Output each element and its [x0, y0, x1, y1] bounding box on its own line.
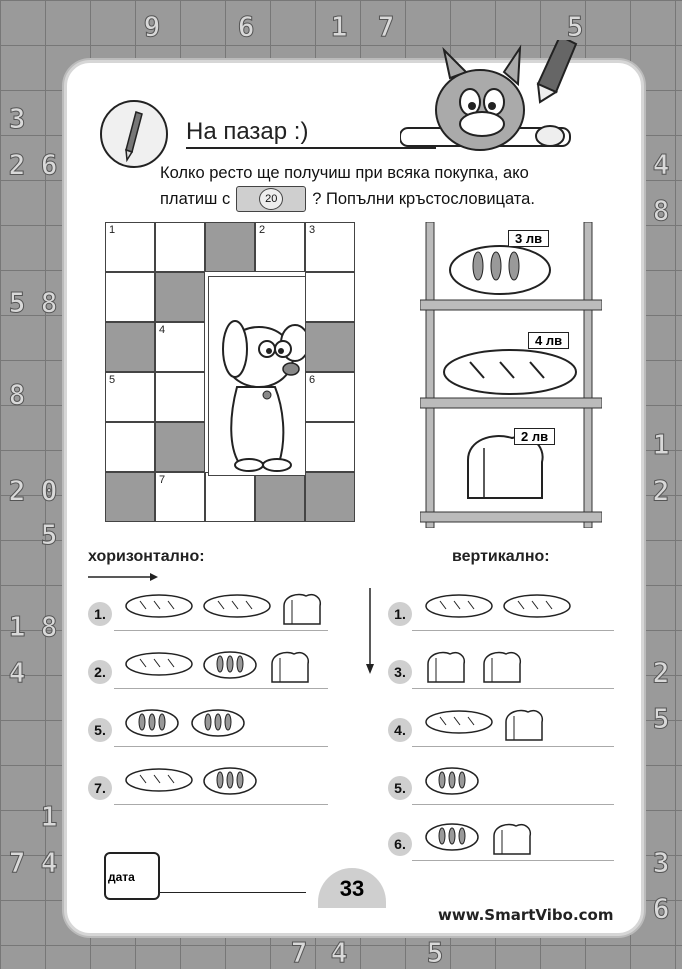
crossword-cell[interactable] — [255, 222, 305, 272]
bg-digit: 4 — [652, 148, 670, 181]
bg-digit: 2 — [652, 474, 670, 507]
bg-digit: 5 — [426, 936, 444, 969]
clue-number: 6 — [309, 374, 316, 386]
price-tag: 2 лв — [514, 428, 555, 445]
answer-line[interactable] — [412, 804, 614, 805]
crossword-blocked-cell — [155, 272, 205, 322]
bg-digit: 5 — [8, 286, 26, 319]
bread-shelf-illustration — [420, 222, 602, 533]
page-title: На пазар :) — [186, 118, 309, 145]
crossword-blocked-cell — [155, 422, 205, 472]
bg-digit: 8 — [8, 378, 26, 411]
crossword-cell[interactable] — [305, 422, 355, 472]
clue-number-badge: 3. — [388, 660, 412, 684]
round-loaf-icon — [202, 650, 258, 685]
bg-digit: 4 — [330, 936, 348, 969]
bg-digit: 6 — [652, 892, 670, 925]
brick-loaf-icon — [480, 650, 524, 691]
banknote-icon — [236, 186, 306, 212]
clue-number-badge: 4. — [388, 718, 412, 742]
bg-digit: 9 — [143, 10, 161, 43]
bg-digit: 1 — [8, 610, 26, 643]
answer-line[interactable] — [412, 630, 614, 631]
bg-digit: 4 — [40, 846, 58, 879]
bg-digit: 6 — [237, 10, 255, 43]
long-loaf-icon — [124, 650, 194, 683]
clue-number: 3 — [309, 224, 316, 236]
bg-digit: 5 — [566, 10, 584, 43]
bg-digit: 1 — [40, 800, 58, 833]
bg-digit: 2 — [8, 474, 26, 507]
instruction-line-2 — [160, 186, 600, 212]
bg-digit: 3 — [652, 846, 670, 879]
brick-loaf-icon — [268, 650, 312, 691]
crossword-cell[interactable] — [305, 272, 355, 322]
round-loaf-icon — [190, 708, 246, 743]
bg-digit: 1 — [652, 428, 670, 461]
vertical-label: вертикално: — [452, 548, 550, 565]
bg-digit: 7 — [290, 936, 308, 969]
clue-number-badge: 2. — [88, 660, 112, 684]
round-loaf-icon — [424, 822, 480, 857]
clue-number-badge: 1. — [388, 602, 412, 626]
bg-digit: 8 — [652, 194, 670, 227]
crossword-blocked-cell — [305, 472, 355, 522]
bg-digit: 4 — [8, 656, 26, 689]
answer-line[interactable] — [412, 860, 614, 861]
calendar-icon — [104, 852, 160, 900]
instruction-fill-crossword: ? Попълни кръстословицата. — [312, 190, 535, 208]
crossword-blocked-cell — [305, 322, 355, 372]
brick-loaf-icon — [424, 650, 468, 691]
crossword-blocked-cell — [205, 222, 255, 272]
long-loaf-icon — [502, 592, 572, 625]
answer-line[interactable] — [412, 688, 614, 689]
long-loaf-icon — [424, 708, 494, 741]
brick-loaf-icon — [280, 592, 324, 633]
bg-digit: 2 — [8, 148, 26, 181]
title-underline — [186, 147, 436, 149]
crossword-cell[interactable] — [105, 422, 155, 472]
bg-digit: 5 — [652, 702, 670, 735]
brick-loaf-icon — [490, 822, 534, 863]
clue-number: 4 — [159, 324, 166, 336]
bg-digit: 0 — [40, 474, 58, 507]
answer-line[interactable] — [114, 630, 328, 631]
right-arrow-icon — [88, 570, 158, 588]
clue-number: 1 — [109, 224, 116, 236]
date-label: дата — [108, 870, 135, 884]
crossword-blocked-cell — [255, 472, 305, 522]
answer-line[interactable] — [114, 746, 328, 747]
clue-number-badge: 6. — [388, 832, 412, 856]
crossword-cell[interactable] — [105, 222, 155, 272]
round-loaf-icon — [124, 708, 180, 743]
bg-digit: 2 — [652, 656, 670, 689]
crossword-cell[interactable] — [105, 272, 155, 322]
bg-digit: 8 — [40, 610, 58, 643]
price-tag: 3 лв — [508, 230, 549, 247]
page-number: 33 — [318, 868, 386, 908]
clue-number-badge: 5. — [388, 776, 412, 800]
answer-line[interactable] — [412, 746, 614, 747]
bg-digit: 7 — [377, 10, 395, 43]
crossword-cell[interactable] — [305, 372, 355, 422]
clue-number: 7 — [159, 474, 166, 486]
bg-digit: 3 — [8, 102, 26, 135]
round-loaf-icon — [202, 766, 258, 801]
instruction-line-1: Колко ресто ще получиш при всяка покупка, ако — [160, 164, 529, 182]
price-tag: 4 лв — [528, 332, 569, 349]
bg-digit: 6 — [40, 148, 58, 181]
banknote-value: 20 — [259, 188, 283, 210]
crossword-cell[interactable] — [105, 372, 155, 422]
round-loaf-icon — [424, 766, 480, 801]
bg-digit: 5 — [40, 518, 58, 551]
down-arrow-icon — [364, 588, 376, 679]
clue-number: 5 — [109, 374, 116, 386]
crossword-cell[interactable] — [305, 222, 355, 272]
date-input-line[interactable] — [160, 892, 306, 893]
answer-line[interactable] — [114, 688, 328, 689]
horizontal-label: хоризонтално: — [88, 548, 205, 565]
crossword-blocked-cell — [105, 472, 155, 522]
long-loaf-icon — [424, 592, 494, 625]
crossword-cell[interactable] — [155, 322, 205, 372]
instruction-text — [160, 160, 600, 212]
dog-illustration — [208, 276, 306, 476]
long-loaf-icon — [124, 766, 194, 799]
clue-number-badge: 5. — [88, 718, 112, 742]
crossword-cell[interactable] — [155, 222, 205, 272]
brick-loaf-icon — [502, 708, 546, 749]
website-url: www.SmartVibo.com — [438, 906, 614, 924]
clue-number-badge: 1. — [88, 602, 112, 626]
cat-mascot-illustration — [400, 40, 590, 160]
answer-line[interactable] — [114, 804, 328, 805]
instruction-pay-with: платиш с — [160, 190, 231, 208]
bg-digit: 7 — [8, 846, 26, 879]
clue-number: 2 — [259, 224, 266, 236]
long-loaf-icon — [202, 592, 272, 625]
crossword-blocked-cell — [105, 322, 155, 372]
bg-digit: 1 — [330, 10, 348, 43]
crossword-cell[interactable] — [155, 472, 205, 522]
pencil-icon — [100, 100, 168, 168]
crossword-cell[interactable] — [205, 472, 255, 522]
clue-number-badge: 7. — [88, 776, 112, 800]
long-loaf-icon — [124, 592, 194, 625]
bg-digit: 8 — [40, 286, 58, 319]
crossword-cell[interactable] — [155, 372, 205, 422]
